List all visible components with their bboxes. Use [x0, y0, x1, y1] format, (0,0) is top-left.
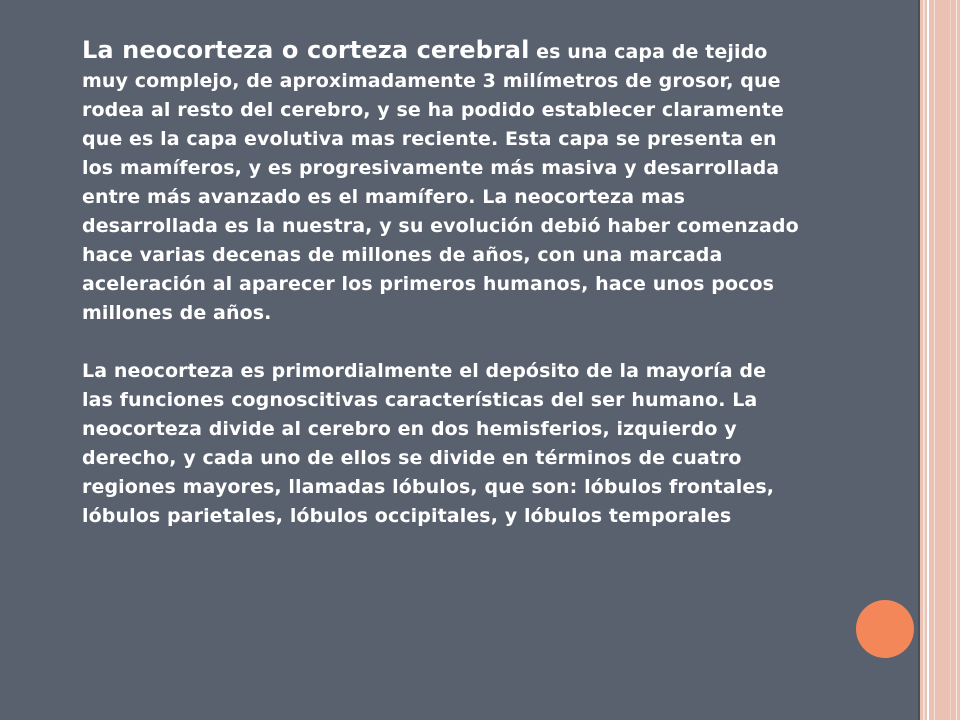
strip-line	[927, 0, 929, 720]
paragraph-neocortex-definition	[82, 36, 802, 328]
paragraph-text: es una capa de tejido muy complejo, de aproximadamente 3 milímetros de grosor, que rodea al resto del cerebro, y se ha podido establecer claramente que es la capa evolutiva mas reciente. Esta capa se presenta en los mamíferos, y es progresivamente más masiva y desarrollada entre más avanzado es el mamífero. La neocorteza mas desarrollada es la nuestra, y su evolución debió haber comenzado hace varias decenas de millones de años, con una marcada aceleración al aparecer los primeros humanos, hace unos pocos millones de años.	[82, 41, 799, 324]
decorative-side-strip	[920, 0, 960, 720]
strip-line	[934, 0, 935, 720]
paragraph-neocortex-functions: La neocorteza es primordialmente el depósito de la mayoría de las funciones cognoscitivas características del ser humano. La neocorteza divide al cerebro en dos hemisferios, izquierdo y derecho, y cada uno de ellos se divide en términos de cuatro regiones mayores, llamadas lóbulos, que son: lóbulos frontales, lóbulos parietales, lóbulos occipitales, y lóbulos temporales	[82, 360, 775, 527]
slide-body	[82, 36, 802, 531]
lead-term: La neocorteza o corteza cerebral	[82, 36, 530, 64]
strip-line	[923, 0, 925, 720]
decorative-circle	[856, 600, 914, 658]
strip-line	[956, 0, 957, 720]
strip-line	[950, 0, 951, 720]
